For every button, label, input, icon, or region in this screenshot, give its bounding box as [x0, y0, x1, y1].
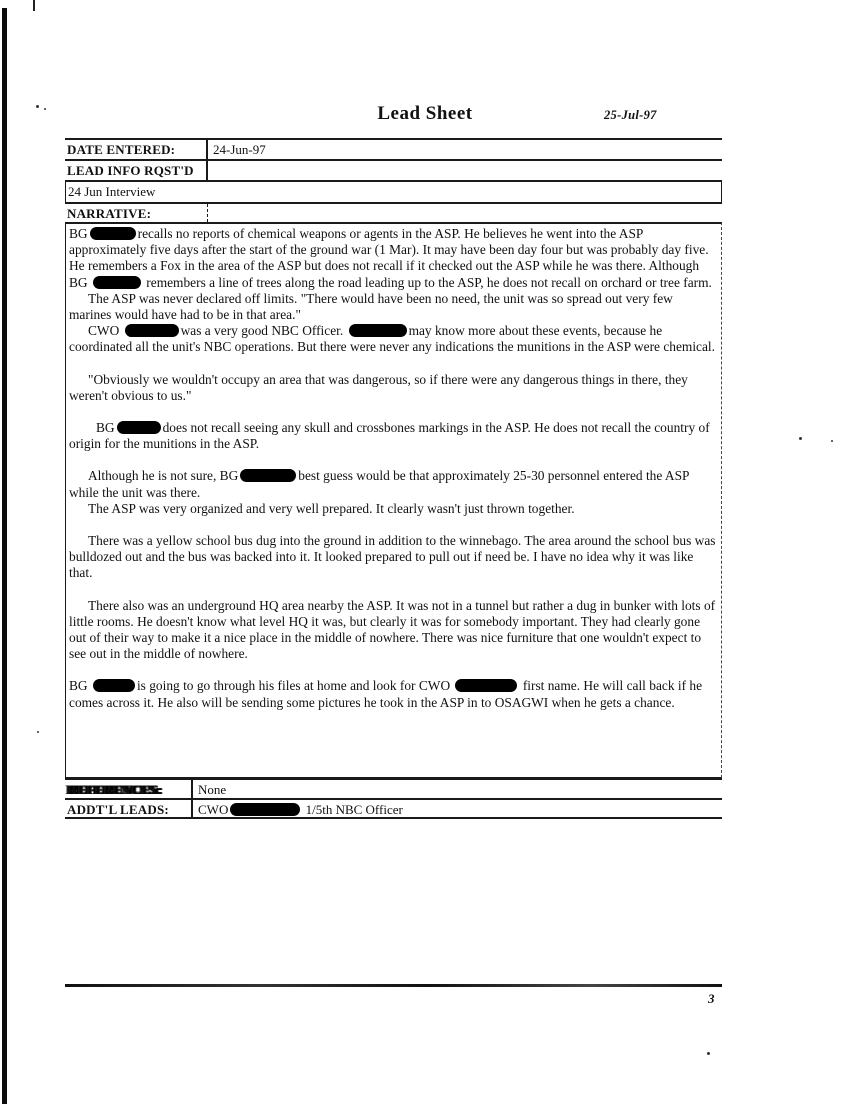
narrative-paragraph: There was a yellow school bus dug into the ground in addition to the winnebago. The area around the school bus was bulldozed out and the bus was backed into it. It looked prepared to pull out if need be. I have no idea why it was like that. [69, 533, 716, 581]
addtl-leads-value: CWO 1/5th NBC Officer [198, 802, 403, 817]
narrative-label-row [65, 202, 722, 222]
document-title: Lead Sheet [377, 103, 473, 124]
scan-speck [707, 1052, 710, 1055]
narrative-body [65, 222, 722, 778]
redaction-mark [90, 227, 136, 240]
addtl-leads-label: ADDT'L LEADS: [65, 800, 193, 817]
references-row [65, 778, 722, 798]
redaction-mark [93, 679, 135, 692]
addtl-leads-row [65, 798, 722, 819]
redaction-mark [349, 324, 407, 337]
redaction-mark [125, 324, 179, 337]
scan-speck [831, 440, 833, 442]
redaction-mark [117, 421, 161, 434]
page-number: 3 [708, 991, 715, 1006]
date-entered-label: DATE ENTERED: [65, 140, 208, 159]
date-entered-row [65, 138, 722, 159]
narrative-label: NARRATIVE: [65, 204, 208, 222]
scan-speck [799, 437, 802, 440]
redaction-mark [230, 803, 300, 816]
scan-corner-tick-artifact [33, 0, 35, 11]
references-value: None [198, 782, 227, 797]
document-date: 25-Jul-97 [604, 108, 657, 122]
footer-divider [65, 984, 722, 987]
narrative-paragraph: Although he is not sure, BG best guess would be that approximately 25-30 personnel entered the ASP while the unit was there. [69, 468, 689, 500]
narrative-paragraph: There also was an underground HQ area nearby the ASP. It was not in a tunnel but rather a dug in bunker with lots of little rooms. He doesn't know what level HQ it was, but clearly it was for somebody important. They had clearly gone out of their way to make it a nice place in the middle of nowhere. There was nice furniture that one wouldn't expect to see out in the middle of nowhere. [69, 597, 716, 662]
narrative-paragraph: BG recalls no reports of chemical weapons or agents in the ASP. He believes he went into the ASP approximately five days after the start of the ground war (1 Mar). It may have been day four but was probably day five. He remembers a Fox in the area of the ASP but does not recall if it checked out the ASP while he was there. Although BG remembers a line of trees along the road leading up to the ASP, he does not recall on orchard or tree farm. [69, 226, 712, 290]
narrative-label-value [208, 204, 722, 222]
references-label: REFERENCES: [65, 780, 193, 798]
scan-speck [37, 731, 39, 733]
redaction-mark [455, 679, 517, 692]
redaction-mark [240, 469, 296, 482]
lead-info-row [65, 159, 722, 180]
narrative-paragraph: CWO was a very good NBC Officer. may know more about these events, because he coordinated all the unit's NBC operations. But there were never any indications the munitions in the ASP were chemical. [69, 323, 715, 355]
narrative-paragraph: The ASP was very organized and very well prepared. It clearly wasn't just thrown together. [88, 500, 575, 516]
narrative-paragraph: "Obviously we wouldn't occupy an area that was dangerous, so if there were any dangerous things in there, they weren't obvious to us." [69, 371, 688, 403]
narrative-paragraph: BG does not recall seeing any skull and crossbones markings in the ASP. He does not recall the country of origin for the munitions in the ASP. [69, 420, 710, 452]
lead-info-value [208, 161, 722, 180]
narrative-paragraph: BG is going to go through his files at home and look for CWO first name. He will call back if he comes across it. He also will be sending some pictures he took in the ASP in to OSAGWI when he gets a chance. [69, 678, 703, 710]
lead-info-label: LEAD INFO RQST'D [65, 161, 208, 180]
date-entered-value: 24-Jun-97 [213, 142, 266, 157]
lead-sheet-form [65, 138, 722, 819]
scan-left-edge-artifact [2, 8, 7, 1104]
redaction-mark [93, 276, 141, 289]
footer-rows [65, 778, 722, 819]
interview-row: 24 Jun Interview [65, 180, 722, 202]
narrative-paragraph: The ASP was never declared off limits. "There would have been no need, the unit was so spread out very few marines would have had to be in that area." [69, 290, 673, 323]
